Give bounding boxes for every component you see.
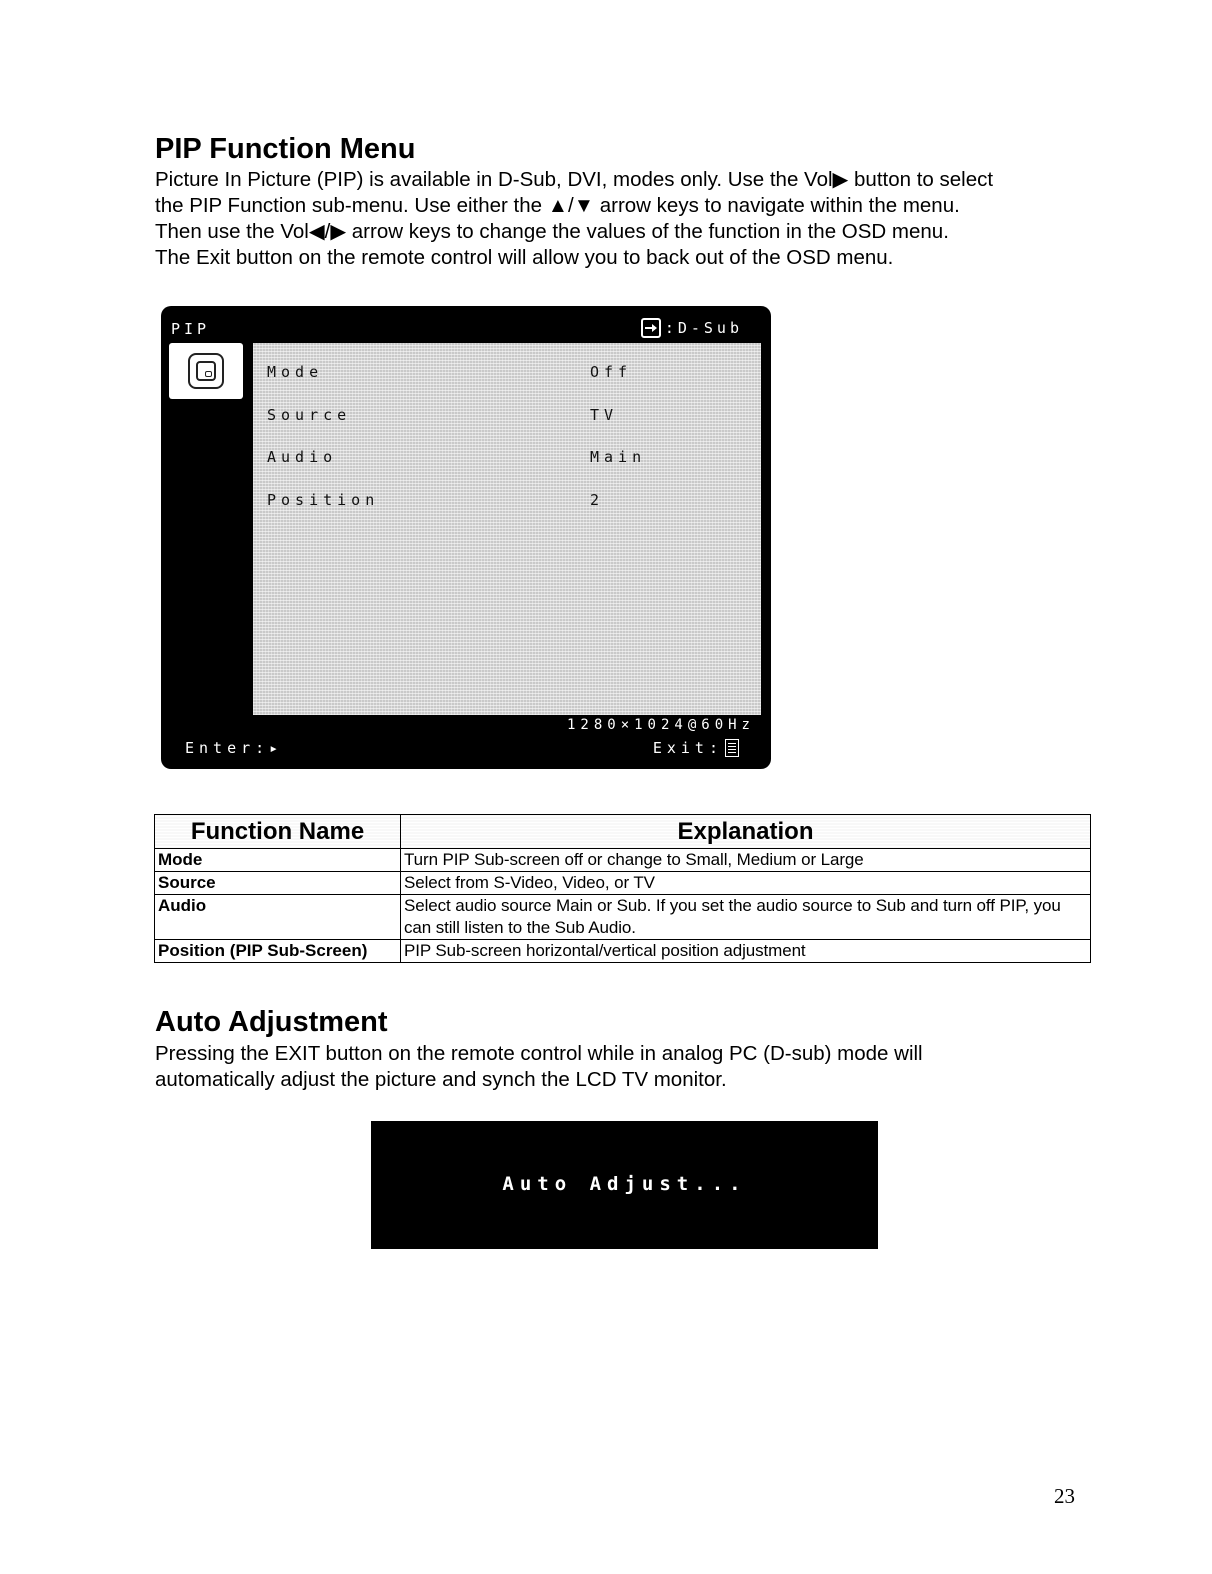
- table-header-function-name: Function Name: [155, 815, 401, 849]
- explanation-cell: Turn PIP Sub-screen off or change to Small, Medium or Large: [401, 849, 1091, 872]
- function-table: [154, 814, 1091, 963]
- function-name-cell: Source: [155, 872, 401, 895]
- paragraph-line: Then use the Vol◀/▶ arrow keys to change the values of the function in the OSD menu.: [155, 220, 949, 243]
- table-row: [155, 940, 1091, 963]
- osd-row-label: Position: [267, 491, 380, 509]
- page-number: 23: [1054, 1484, 1075, 1508]
- explanation-cell: PIP Sub-screen horizontal/vertical position adjustment: [401, 940, 1091, 963]
- osd-row-position: [267, 491, 604, 515]
- auto-adjust-message: Auto Adjust...: [502, 1173, 747, 1195]
- osd-row-label: Mode: [267, 363, 324, 381]
- osd-input-source: [641, 318, 743, 338]
- paragraph-line: automatically adjust the picture and synch the LCD TV monitor.: [155, 1068, 727, 1091]
- osd-exit-label: Exit:: [652, 739, 723, 757]
- osd-row-label: Audio: [267, 448, 338, 466]
- pip-intro-paragraph: [155, 167, 1115, 271]
- osd-row-audio: [267, 448, 646, 472]
- paragraph-line: The Exit button on the remote control will allow you to back out of the OSD menu.: [155, 246, 894, 269]
- explanation-cell: Select audio source Main or Sub. If you set the audio source to Sub and turn off PIP, you can still listen to the Sub Audio.: [401, 895, 1091, 940]
- osd-menu-title: PIP: [171, 320, 211, 338]
- osd-row-mode: [267, 363, 632, 387]
- function-name-cell: Position (PIP Sub-Screen): [155, 940, 401, 963]
- function-name-cell: Mode: [155, 849, 401, 872]
- osd-source-label: :D-Sub: [664, 319, 743, 337]
- osd-row-value: TV: [590, 406, 619, 424]
- section-title-pip: PIP Function Menu: [155, 133, 416, 165]
- osd-enter-hint: Enter:▸: [185, 739, 284, 757]
- table-row: [155, 849, 1091, 872]
- table-header-row: [155, 815, 1091, 849]
- explanation-cell: Select from S-Video, Video, or TV: [401, 872, 1091, 895]
- function-name-cell: Audio: [155, 895, 401, 940]
- paragraph-line: Picture In Picture (PIP) is available in D-Sub, DVI, modes only. Use the Vol▶ button to select: [155, 168, 994, 191]
- osd-pip-tab: [169, 343, 243, 399]
- osd-resolution: 1280×1024@60Hz: [566, 717, 755, 733]
- osd-row-label: Source: [267, 406, 352, 424]
- paragraph-line: the PIP Function sub-menu. Use either the ▲/▼ arrow keys to navigate within the menu.: [155, 194, 960, 217]
- table-row: [155, 895, 1091, 940]
- section-title-auto-adjustment: Auto Adjustment: [155, 1006, 388, 1038]
- osd-row-value: 2: [590, 491, 605, 509]
- menu-icon: [725, 739, 739, 757]
- table-row: [155, 872, 1091, 895]
- osd-pip-menu-screenshot: [161, 306, 771, 769]
- osd-auto-adjust-screenshot: [371, 1121, 878, 1249]
- auto-adjust-paragraph: [155, 1041, 1115, 1093]
- table-header-explanation: Explanation: [401, 815, 1091, 849]
- osd-row-value: Main: [590, 448, 647, 466]
- osd-row-source: [267, 406, 618, 430]
- pip-icon: [188, 353, 224, 389]
- osd-menu-body: [253, 343, 761, 715]
- input-source-icon: [641, 318, 661, 338]
- paragraph-line: Pressing the EXIT button on the remote control while in analog PC (D-sub) mode will: [155, 1042, 923, 1065]
- osd-exit-hint: [653, 739, 739, 757]
- osd-row-value: Off: [590, 363, 633, 381]
